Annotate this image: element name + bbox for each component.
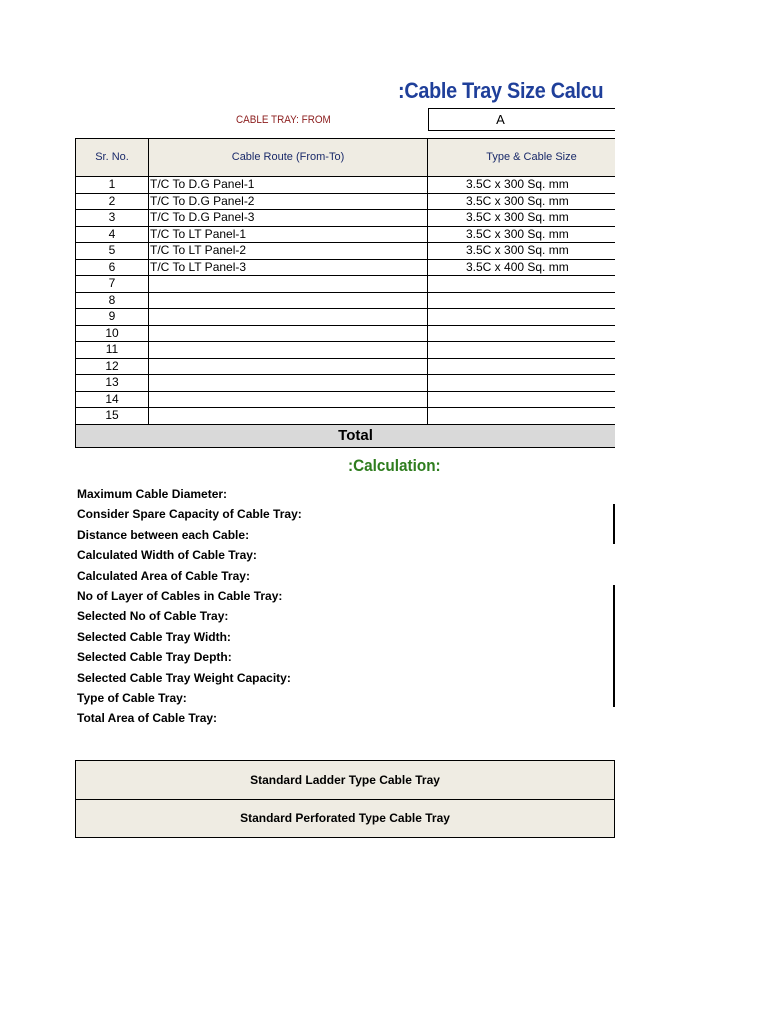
- total-row: [76, 424, 616, 447]
- header-type-cable-size: Type & Cable Size: [428, 139, 616, 177]
- type-cell[interactable]: [428, 325, 616, 342]
- sr-cell[interactable]: 6: [76, 259, 149, 276]
- calculation-item: Selected Cable Tray Depth:: [77, 650, 232, 665]
- table-row: [76, 342, 616, 359]
- type-cell[interactable]: 3.5C x 300 Sq. mm: [428, 177, 616, 194]
- type-cell[interactable]: [428, 375, 616, 392]
- route-cell[interactable]: [149, 325, 428, 342]
- standard-perforated-tray-box: Standard Perforated Type Cable Tray: [75, 799, 615, 838]
- route-cell[interactable]: T/C To LT Panel-2: [149, 243, 428, 260]
- sr-cell[interactable]: 3: [76, 210, 149, 227]
- cable-table: [75, 138, 615, 448]
- calculation-item: Maximum Cable Diameter:: [77, 487, 228, 501]
- type-cell[interactable]: 3.5C x 300 Sq. mm: [428, 210, 616, 227]
- route-cell[interactable]: [149, 375, 428, 392]
- calculation-item: Consider Spare Capacity of Cable Tray:: [77, 507, 302, 522]
- route-cell[interactable]: [149, 408, 428, 425]
- cell-border-line: [613, 504, 615, 544]
- table-row: [76, 226, 616, 243]
- cable-tray-from-label: CABLE TRAY: FROM: [236, 114, 331, 126]
- table-row: [76, 358, 616, 375]
- cell-border-line: [613, 585, 615, 707]
- table-row: [76, 325, 616, 342]
- sr-cell[interactable]: 2: [76, 193, 149, 210]
- sr-cell[interactable]: 1: [76, 177, 149, 194]
- type-cell[interactable]: 3.5C x 300 Sq. mm: [428, 243, 616, 260]
- calculation-item: Calculated Area of Cable Tray:: [77, 568, 250, 583]
- sr-cell[interactable]: 10: [76, 325, 149, 342]
- type-cell[interactable]: 3.5C x 400 Sq. mm: [428, 259, 616, 276]
- sr-cell[interactable]: 5: [76, 243, 149, 260]
- route-cell[interactable]: T/C To LT Panel-3: [149, 259, 428, 276]
- table-header-row: [76, 139, 616, 177]
- route-cell[interactable]: [149, 391, 428, 408]
- table-row: [76, 309, 616, 326]
- table-row: [76, 210, 616, 227]
- calculation-item: Type of Cable Tray:: [77, 690, 187, 705]
- sr-cell[interactable]: 12: [76, 358, 149, 375]
- calculation-item: No of Layer of Cables in Cable Tray:: [77, 588, 283, 603]
- cable-tray-from-value[interactable]: A: [428, 108, 615, 131]
- table-row: [76, 375, 616, 392]
- table-row: [76, 408, 616, 425]
- table-row: [76, 292, 616, 309]
- calculation-list: [77, 484, 302, 729]
- sr-cell[interactable]: 11: [76, 342, 149, 359]
- type-cell[interactable]: [428, 292, 616, 309]
- route-cell[interactable]: [149, 309, 428, 326]
- calculation-item: Selected Cable Tray Width:: [77, 629, 231, 644]
- type-cell[interactable]: [428, 358, 616, 375]
- type-cell[interactable]: 3.5C x 300 Sq. mm: [428, 193, 616, 210]
- page-title: :Cable Tray Size Calcu: [398, 78, 604, 103]
- total-label: Total: [76, 424, 616, 447]
- type-cell[interactable]: 3.5C x 300 Sq. mm: [428, 226, 616, 243]
- route-cell[interactable]: [149, 292, 428, 309]
- table-row: [76, 391, 616, 408]
- table-row: [76, 259, 616, 276]
- calculation-item: Selected No of Cable Tray:: [77, 609, 229, 624]
- route-cell[interactable]: [149, 358, 428, 375]
- calculation-item: Selected Cable Tray Weight Capacity:: [77, 670, 291, 685]
- standard-ladder-tray-box: Standard Ladder Type Cable Tray: [75, 760, 615, 800]
- sr-cell[interactable]: 7: [76, 276, 149, 293]
- calculation-item: Distance between each Cable:: [77, 527, 250, 542]
- header-sr-no: Sr. No.: [76, 139, 149, 177]
- sr-cell[interactable]: 8: [76, 292, 149, 309]
- table-row: [76, 193, 616, 210]
- calculation-heading: :Calculation:: [348, 456, 441, 475]
- sr-cell[interactable]: 13: [76, 375, 149, 392]
- table-row: [76, 243, 616, 260]
- table-body: [76, 177, 616, 425]
- table-row: [76, 276, 616, 293]
- table-row: [76, 177, 616, 194]
- route-cell[interactable]: T/C To D.G Panel-3: [149, 210, 428, 227]
- route-cell[interactable]: T/C To LT Panel-1: [149, 226, 428, 243]
- sr-cell[interactable]: 4: [76, 226, 149, 243]
- route-cell[interactable]: T/C To D.G Panel-2: [149, 193, 428, 210]
- type-cell[interactable]: [428, 391, 616, 408]
- sr-cell[interactable]: 14: [76, 391, 149, 408]
- calculation-item: Total Area of Cable Tray:: [77, 711, 218, 726]
- route-cell[interactable]: [149, 342, 428, 359]
- sr-cell[interactable]: 15: [76, 408, 149, 425]
- type-cell[interactable]: [428, 309, 616, 326]
- header-cable-route: Cable Route (From-To): [149, 139, 428, 177]
- calculation-item: Calculated Width of Cable Tray:: [77, 548, 257, 563]
- type-cell[interactable]: [428, 408, 616, 425]
- sr-cell[interactable]: 9: [76, 309, 149, 326]
- type-cell[interactable]: [428, 342, 616, 359]
- route-cell[interactable]: T/C To D.G Panel-1: [149, 177, 428, 194]
- type-cell[interactable]: [428, 276, 616, 293]
- route-cell[interactable]: [149, 276, 428, 293]
